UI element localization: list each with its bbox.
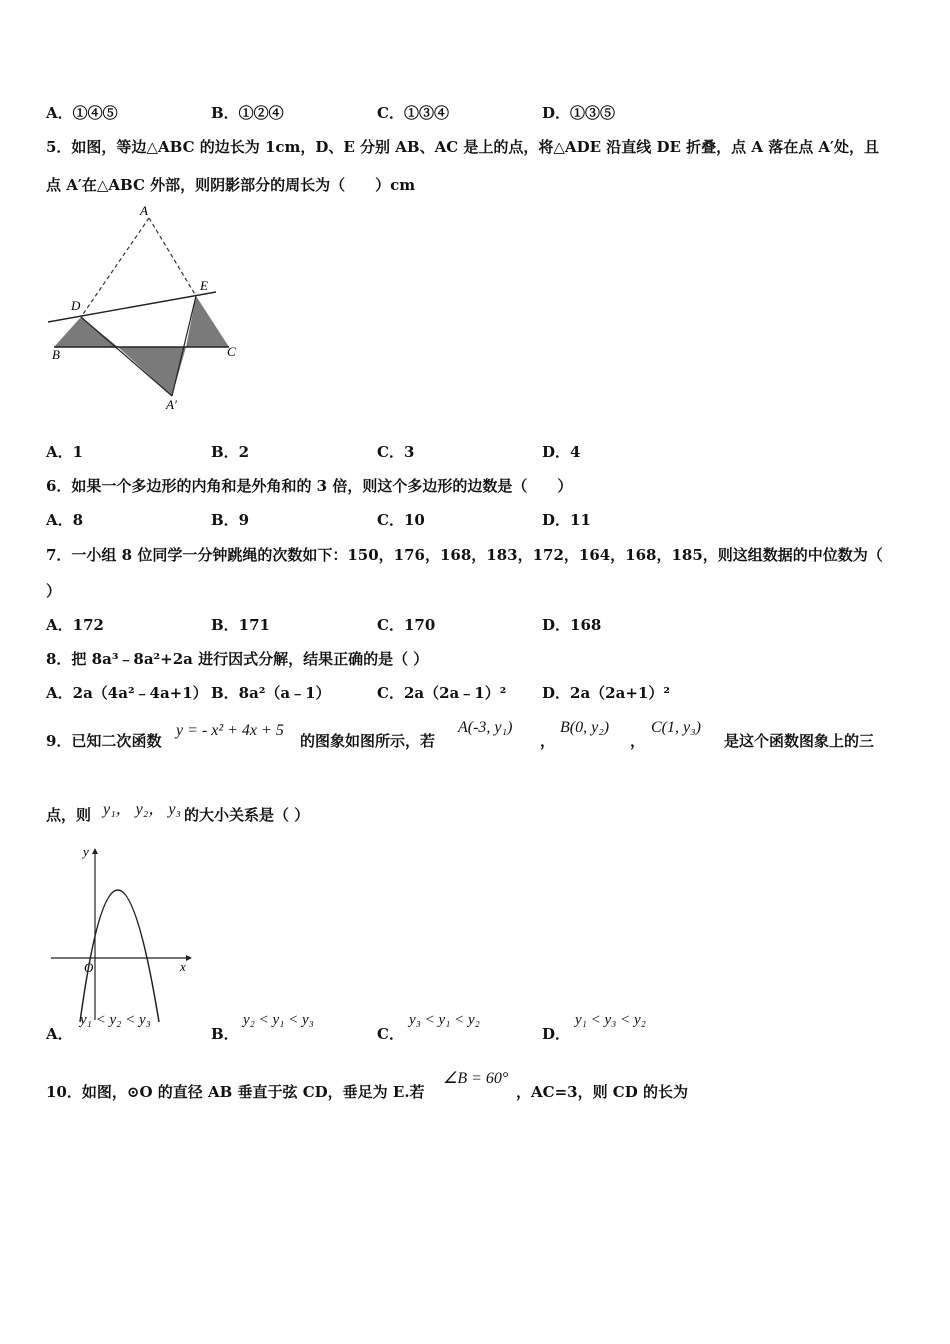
q7-option-d: D．168 — [542, 616, 602, 634]
q6-option-a: A．8 — [46, 511, 84, 529]
q9-text-line1-mid: 的图象如图所示，若 — [300, 732, 436, 750]
q6-text: 6．如果一个多边形的内角和是外角和的 3 倍，则这个多边形的边数是（ ） — [46, 477, 573, 495]
q9-option-c-letter: C． — [377, 1025, 404, 1043]
label-origin: O — [84, 960, 94, 975]
parabola-curve — [80, 890, 159, 1022]
q8-option-d: D．2a（2a+1）² — [542, 684, 670, 702]
q7-option-a: A．172 — [46, 616, 104, 634]
q8-text: 8．把 8a³﹣8a²+2a 进行因式分解，结果正确的是（ ） — [46, 650, 429, 668]
q9-option-c-expr: y₃ < y₁ < y₂ — [409, 1012, 480, 1028]
label-a-prime: A′ — [166, 397, 177, 412]
q9-option-d-letter: D． — [542, 1025, 571, 1043]
q5-text-line1: 5．如图，等边△ABC 的边长为 1cm，D、E 分别 AB、AC 是上的点，将△ADE 沿直线 DE 折叠，点 A 落在点 A′处，且 — [46, 138, 880, 156]
q6-option-b: B．9 — [211, 511, 250, 529]
x-axis-arrow — [186, 955, 192, 961]
q5-triangle-figure — [44, 200, 249, 415]
q9-point-a: A(-3, y₁) — [458, 719, 513, 736]
q9-parabola-figure — [46, 840, 196, 1025]
q10-text-prefix: 10．如图，⊙O 的直径 AB 垂直于弦 CD，垂足为 E.若 — [46, 1083, 425, 1101]
q9-option-b-expr: y₂ < y₁ < y₃ — [243, 1012, 314, 1028]
q9-option-a-expr: y₁ < y₂ < y₃ — [80, 1012, 151, 1028]
q5-option-b: B．2 — [211, 443, 250, 461]
label-a: A — [140, 203, 148, 218]
q10-text-suffix: ，AC=3，则 CD 的长为 — [516, 1083, 688, 1101]
q5-option-c: C．3 — [377, 443, 415, 461]
label-c: C — [227, 344, 236, 359]
q4-option-b: B．①②④ — [211, 104, 284, 122]
q7-text-line2: ） — [46, 582, 62, 600]
label-e: E — [200, 278, 208, 293]
q4-option-a: A．①④⑤ — [46, 104, 118, 122]
y-axis-arrow — [92, 848, 98, 854]
q9-option-d-expr: y₁ < y₃ < y₂ — [575, 1012, 646, 1028]
q9-option-a-letter: A． — [46, 1025, 73, 1043]
q4-option-c: C．①③④ — [377, 104, 449, 122]
shaded-right-triangle — [186, 296, 229, 347]
shaded-bottom-triangle — [118, 347, 186, 396]
q5-option-d: D．4 — [542, 443, 581, 461]
q9-text-line1-prefix: 9．已知二次函数 — [46, 732, 162, 750]
q8-option-c: C．2a（2a﹣1）² — [377, 684, 507, 702]
q6-option-c: C．10 — [377, 511, 425, 529]
q9-point-c: C(1, y₃) — [651, 719, 701, 736]
q9-text-line2-suffix: 的大小关系是（ ） — [184, 806, 310, 824]
q9-point-b: B(0, y₂) — [560, 719, 610, 736]
q8-option-b: B．8a²（a﹣1） — [211, 684, 331, 702]
side-ab-dashed — [81, 218, 149, 317]
q4-option-d: D．①③⑤ — [542, 104, 616, 122]
q9-text-line2-prefix: 点，则 — [46, 806, 92, 824]
q7-text-line1: 7．一小组 8 位同学一分钟跳绳的次数如下：150，176，168，183，172，164，168，185，则这组数据的中位数为（ — [46, 546, 883, 564]
label-x-axis: x — [180, 959, 186, 974]
q9-separator-1: ， — [540, 732, 556, 750]
q7-option-c: C．170 — [377, 616, 436, 634]
q9-function: y = - x² + 4x + 5 — [176, 722, 284, 739]
q8-expression: 8a³﹣8a²+2a — [91, 650, 193, 668]
q10-angle: ∠B = 60° — [443, 1070, 509, 1087]
q8-option-a: A．2a（4a²﹣4a+1） — [46, 684, 208, 702]
label-d: D — [71, 298, 81, 313]
q9-separator-2: ， — [630, 732, 646, 750]
q9-variables: y₁， y₂， y₃ — [103, 801, 181, 818]
q5-text-line2: 点 A′在△ABC 外部，则阴影部分的周长为（ ）cm — [46, 176, 416, 194]
label-b: B — [52, 347, 60, 362]
q7-option-b: B．171 — [211, 616, 270, 634]
q5-option-a: A．1 — [46, 443, 84, 461]
q9-option-b-letter: B． — [211, 1025, 239, 1043]
q9-text-line1-suffix: 是这个函数图象上的三 — [724, 732, 875, 750]
q6-option-d: D．11 — [542, 511, 591, 529]
side-ac-dashed — [149, 218, 196, 296]
label-y-axis: y — [83, 844, 89, 859]
